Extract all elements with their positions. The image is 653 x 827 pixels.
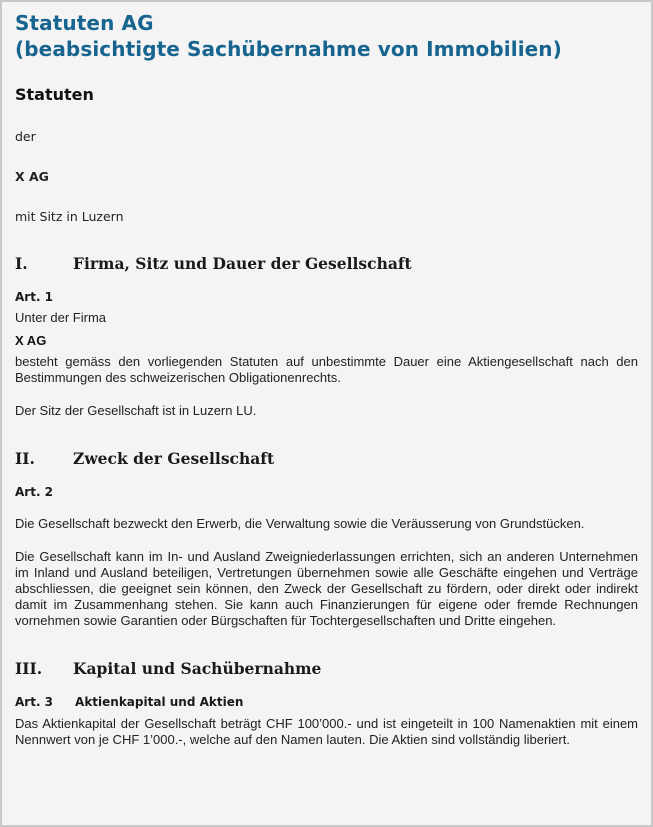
article-2-label bbox=[15, 485, 638, 499]
intro-der: der bbox=[15, 129, 36, 144]
intro-company: X AG bbox=[15, 169, 49, 184]
document-title bbox=[15, 10, 638, 62]
article-label: Art. 3 bbox=[15, 695, 54, 709]
title-line-2: (beabsichtigte Sachübernahme von Immobilien) bbox=[15, 37, 562, 61]
article-label: Art. 1 bbox=[15, 290, 54, 304]
article-2-paragraph-1: Die Gesellschaft bezweckt den Erwerb, die Verwaltung sowie die Veräusserung von Grundstücken. bbox=[15, 516, 585, 531]
article-3-label bbox=[15, 695, 638, 709]
section-title: Firma, Sitz und Dauer der Gesellschaft bbox=[73, 254, 412, 273]
article-label: Art. 2 bbox=[15, 485, 54, 499]
article-1-paragraph-1: besteht gemäss den vorliegenden Statuten auf unbestimmte Dauer eine Aktiengesellschaft nach den Bestimmungen des schweizerischen Obligationenrechts. bbox=[15, 354, 638, 385]
section-title: Zweck der Gesellschaft bbox=[73, 449, 275, 468]
title-line-1: Statuten AG bbox=[15, 11, 154, 35]
section-heading-1 bbox=[15, 254, 638, 273]
section-heading-2 bbox=[15, 449, 638, 468]
article-3-paragraph-1: Das Aktienkapital der Gesellschaft beträgt CHF 100’000.- und ist eingeteilt in 100 Namenaktien mit einem Nennwert von je CHF 1’000.-, welche auf den Namen lauten. Die Aktien sind vollständig liberiert. bbox=[15, 716, 638, 747]
article-1-company: X AG bbox=[15, 333, 47, 348]
article-1-label bbox=[15, 290, 638, 304]
section-number: II. bbox=[15, 449, 35, 468]
article-1-paragraph-2: Der Sitz der Gesellschaft ist in Luzern LU. bbox=[15, 403, 257, 418]
article-2-paragraph-2: Die Gesellschaft kann im In- und Ausland Zweigniederlassungen errichten, sich an anderen Unternehmen im Inland und Ausland beteiligen, Vertretungen übernehmen sowie alle Geschäfte eingehen und Verträge abschliessen, die geeignet sein können, den Zweck der Gesellschaft zu fördern, oder direkt oder indirekt damit im Zusammenhang stehen. Sie kann auch Finanzierungen für eigene oder fremde Rechnungen vornehmen sowie Garantien oder Bürgschaften für Tochtergesellschaften und Dritte eingehen. bbox=[15, 549, 638, 628]
article-title: Aktienkapital und Aktien bbox=[75, 695, 244, 709]
section-heading-3 bbox=[15, 659, 638, 678]
section-title: Kapital und Sachübernahme bbox=[73, 659, 322, 678]
article-1-under: Unter der Firma bbox=[15, 310, 107, 325]
section-number: III. bbox=[15, 659, 43, 678]
statuten-heading: Statuten bbox=[15, 85, 94, 104]
intro-seat: mit Sitz in Luzern bbox=[15, 209, 124, 224]
section-number: I. bbox=[15, 254, 28, 273]
